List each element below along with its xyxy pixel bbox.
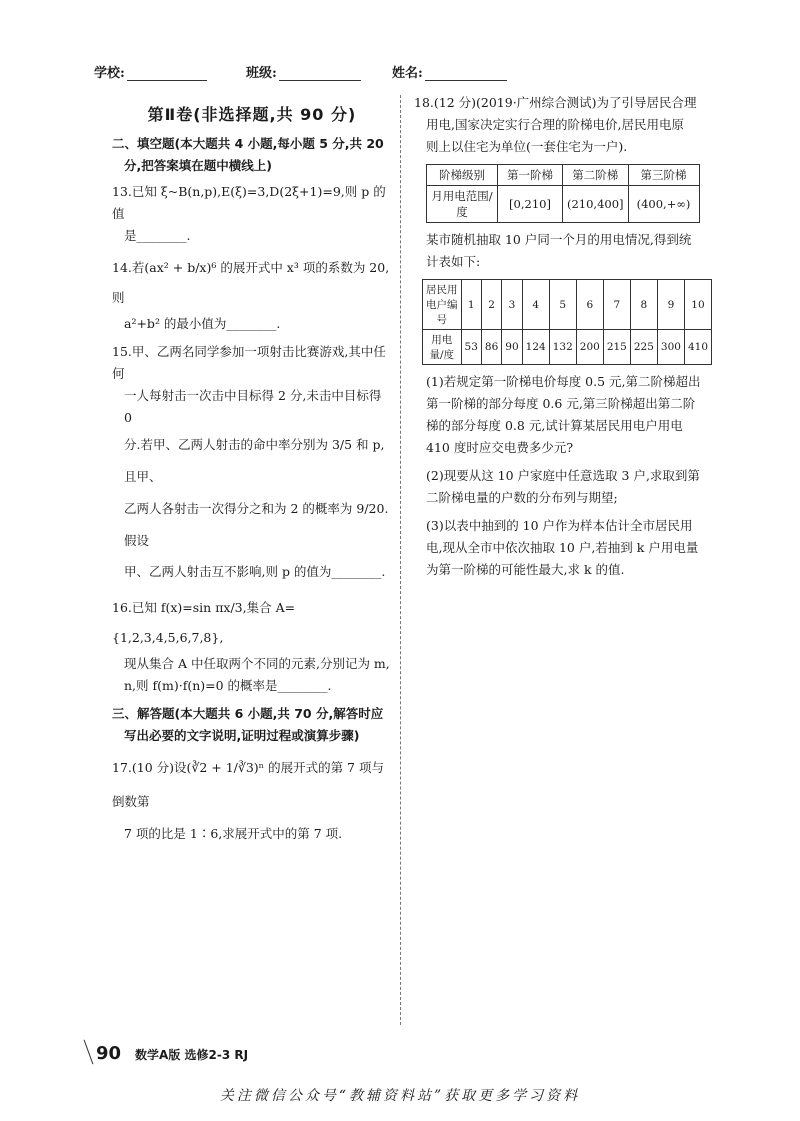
tier-table-header xyxy=(427,165,700,186)
fill-section-title xyxy=(112,133,392,177)
q16-line-3: n,则 f(m)·f(n)=0 的概率是________. xyxy=(124,678,332,693)
usage-id-cell: 2 xyxy=(481,280,501,330)
usage-table-values xyxy=(423,330,712,365)
usage-value-cell: 410 xyxy=(684,330,711,365)
usage-value-cell: 215 xyxy=(603,330,630,365)
left-column xyxy=(112,92,392,855)
class-line xyxy=(279,66,361,81)
page-footer xyxy=(96,1043,248,1064)
tier-range-cell: [0,210] xyxy=(498,186,563,223)
p1-line-2: 第一阶梯的部分每度 0.6 元,第三阶梯超出第二阶 xyxy=(426,396,696,411)
p3-line-3: 为第一阶梯的可能性最大,求 k 的值. xyxy=(426,562,625,577)
tier-table xyxy=(426,164,700,223)
usage-id-cell: 7 xyxy=(603,280,630,330)
q15-line-5: 甲、乙两人射击互不影响,则 p 的值为________. xyxy=(124,564,386,579)
usage-id-cell: 9 xyxy=(657,280,684,330)
q16-line-2: 现从集合 A 中任取两个不同的元素,分别记为 m, xyxy=(124,656,390,671)
section-title: 第Ⅱ卷(非选择题,共 90 分) xyxy=(147,105,357,124)
tier-header-cell: 阶梯级别 xyxy=(427,165,498,186)
q18-line-2: 用电,国家决定实行合理的阶梯电价,居民用电原 xyxy=(426,117,684,132)
tier-header-cell: 第三阶梯 xyxy=(628,165,699,186)
q15-line-4: 乙两人各射击一次得分之和为 2 的概率为 9/20.假设 xyxy=(124,501,389,548)
p1-line-1: (1)若规定第一阶梯电价每度 0.5 元,第二阶梯超出 xyxy=(426,374,701,389)
usage-value-cell: 200 xyxy=(576,330,603,365)
q14-line-1: 14.若(ax² + b/x)⁶ 的展开式中 x³ 项的系数为 20,则 xyxy=(112,260,390,305)
usage-value-cell: 86 xyxy=(481,330,501,365)
q17-line-2: 7 项的比是 1∶6,求展开式中的第 7 项. xyxy=(124,826,343,841)
usage-value-cell: 124 xyxy=(522,330,549,365)
sample-line-1: 某市随机抽取 10 户同一个月的用电情况,得到统 xyxy=(426,232,692,247)
q16-line-1: 16.已知 f(x)=sin πx/3,集合 A={1,2,3,4,5,6,7,8}, xyxy=(112,600,296,645)
question-13 xyxy=(112,181,392,247)
usage-id-cell: 3 xyxy=(502,280,522,330)
school-field xyxy=(94,62,207,81)
usage-value-cell: 132 xyxy=(549,330,576,365)
usage-id-cell: 6 xyxy=(576,280,603,330)
q14-line-2: a²+b² 的最小值为________. xyxy=(124,316,281,331)
usage-id-label: 居民用电户编号 xyxy=(423,280,462,330)
tier-row-label: 月用电范围/度 xyxy=(427,186,498,223)
answer-section-title xyxy=(112,703,392,747)
p1-line-4: 410 度时应交电费多少元? xyxy=(426,440,574,455)
question-14 xyxy=(112,253,392,335)
tier-range-cell: (400,+∞) xyxy=(628,186,699,223)
usage-value-cell: 90 xyxy=(502,330,522,365)
question-17 xyxy=(112,751,392,849)
usage-id-cell: 4 xyxy=(522,280,549,330)
name-line xyxy=(425,66,507,81)
tier-header-cell: 第二阶梯 xyxy=(563,165,629,186)
tier-range-cell: (210,400] xyxy=(563,186,629,223)
usage-id-cell: 1 xyxy=(461,280,481,330)
q15-line-2: 一人每射击一次击中目标得 2 分,未击中目标得 0 xyxy=(124,388,382,425)
question-16 xyxy=(112,593,392,697)
usage-table xyxy=(422,279,712,365)
p2-line-2: 二阶梯电量的户数的分布列与期望; xyxy=(426,490,618,505)
question-18-intro xyxy=(414,92,712,158)
usage-value-cell: 53 xyxy=(461,330,481,365)
p3-line-2: 电,现从全市中依次抽取 10 户,若抽到 k 户用电量 xyxy=(426,540,699,555)
class-label: 班级: xyxy=(246,66,277,81)
name-label: 姓名: xyxy=(392,66,423,81)
sample-text xyxy=(414,229,712,273)
usage-value-cell: 225 xyxy=(630,330,657,365)
q18-line-3: 则上以住宅为单位(一套住宅为一户). xyxy=(426,139,628,154)
ans-title-line-1: 三、解答题(本大题共 6 小题,共 70 分,解答时应 xyxy=(112,706,384,721)
p1-line-3: 梯的部分每度 0.8 元,试计算某居民用电户用电 xyxy=(426,418,683,433)
header-fields xyxy=(0,62,800,86)
ans-title-line-2: 写出必要的文字说明,证明过程或演算步骤) xyxy=(124,728,360,743)
q17-line-1: 17.(10 分)设(∛2 + 1/∛3)ⁿ 的展开式的第 7 项与倒数第 xyxy=(112,760,384,809)
usage-id-cell: 10 xyxy=(684,280,711,330)
part-1 xyxy=(414,371,712,459)
q13-line-1: 13.已知 ξ~B(n,p),E(ξ)=3,D(2ξ+1)=9,则 p 的值 xyxy=(112,184,386,221)
class-field xyxy=(246,62,361,81)
usage-table-ids xyxy=(423,280,712,330)
book-title: 数学A版 选修2-3 RJ xyxy=(135,1048,249,1062)
part-3 xyxy=(414,515,712,581)
q18-line-1: 18.(12 分)(2019·广州综合测试)为了引导居民合理 xyxy=(414,95,697,110)
sample-line-2: 计表如下: xyxy=(426,254,481,269)
name-field xyxy=(392,62,507,81)
fill-title-line-1: 二、填空题(本大题共 4 小题,每小题 5 分,共 20 xyxy=(112,136,384,151)
column-divider xyxy=(400,95,401,1025)
footer-slash xyxy=(84,1040,94,1065)
usage-value-cell: 300 xyxy=(657,330,684,365)
tier-table-row xyxy=(427,186,700,223)
school-label: 学校: xyxy=(94,66,125,81)
tier-header-cell: 第一阶梯 xyxy=(498,165,563,186)
p3-line-1: (3)以表中抽到的 10 户作为样本估计全市居民用 xyxy=(426,518,693,533)
part-2 xyxy=(414,465,712,509)
question-15 xyxy=(112,341,392,587)
school-line xyxy=(127,66,207,81)
usage-value-label: 用电量/度 xyxy=(423,330,462,365)
bottom-note: 关注微信公众号“教辅资料站”获取更多学习资料 xyxy=(219,1088,581,1104)
page-number: 90 xyxy=(96,1043,122,1064)
q13-line-2: 是________. xyxy=(124,228,191,243)
usage-id-cell: 5 xyxy=(549,280,576,330)
q15-line-3: 分.若甲、乙两人射击的命中率分别为 3/5 和 p,且甲、 xyxy=(124,437,385,484)
right-column xyxy=(414,92,712,587)
p2-line-1: (2)现要从这 10 户家庭中任意选取 3 户,求取到第 xyxy=(426,468,700,483)
fill-title-line-2: 分,把答案填在题中横线上) xyxy=(124,158,272,173)
q15-line-1: 15.甲、乙两名同学参加一项射击比赛游戏,其中任何 xyxy=(112,344,386,381)
usage-id-cell: 8 xyxy=(630,280,657,330)
